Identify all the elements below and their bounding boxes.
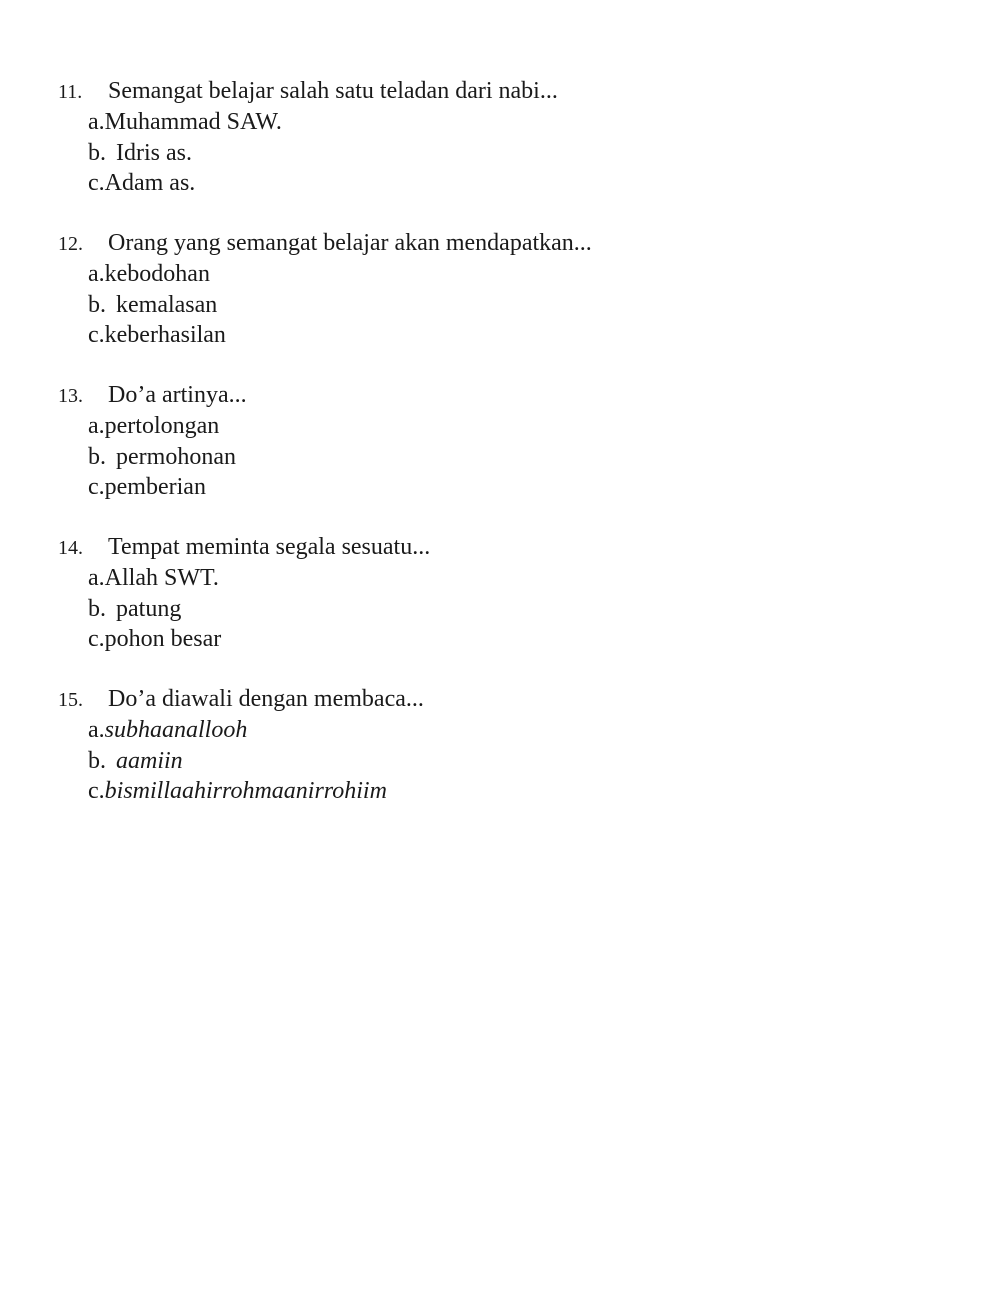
option-letter: c. — [88, 322, 105, 348]
option-letter: a. — [88, 109, 105, 135]
option-text: pohon besar — [104, 626, 222, 652]
option-text: kemalasan — [116, 291, 218, 318]
question-11 — [58, 76, 958, 199]
option-c[interactable] — [58, 168, 958, 199]
option-letter: c. — [88, 474, 105, 500]
question-text: Tempat meminta segala sesuatu... — [108, 534, 431, 560]
option-b[interactable] — [58, 442, 958, 473]
option-text: Idris as. — [116, 139, 192, 166]
question-number: 12. — [58, 233, 83, 255]
question-number: 14. — [58, 537, 83, 559]
question-stem — [58, 76, 958, 107]
option-letter: b. — [88, 443, 106, 470]
option-letter: b. — [88, 747, 106, 774]
option-text: Muhammad SAW. — [104, 109, 282, 135]
option-a[interactable] — [58, 411, 958, 442]
option-a[interactable] — [58, 259, 958, 290]
option-letter: c. — [88, 626, 105, 652]
question-text: Semangat belajar salah satu teladan dari nabi... — [108, 78, 558, 104]
question-12 — [58, 228, 958, 351]
question-number: 15. — [58, 689, 83, 711]
option-text: pertolongan — [104, 413, 220, 439]
option-text: patung — [116, 595, 182, 622]
question-number: 13. — [58, 385, 83, 407]
option-b[interactable] — [58, 594, 958, 625]
option-letter: b. — [88, 291, 106, 318]
option-text: kebodohan — [104, 261, 210, 287]
option-text: bismillaahirrohmaanirrohiim — [104, 778, 387, 804]
question-stem — [58, 684, 958, 715]
option-c[interactable] — [58, 624, 958, 655]
option-text: aamiin — [116, 747, 183, 774]
option-c[interactable] — [58, 472, 958, 503]
option-letter: c. — [88, 170, 105, 196]
option-text: Adam as. — [104, 170, 196, 196]
option-text: Allah SWT. — [104, 565, 219, 591]
option-a[interactable] — [58, 563, 958, 594]
question-14 — [58, 532, 958, 655]
question-stem — [58, 532, 958, 563]
option-letter: a. — [88, 565, 105, 591]
option-text: pemberian — [104, 474, 206, 500]
question-text: Do’a diawali dengan membaca... — [108, 686, 424, 712]
option-letter: b. — [88, 139, 106, 166]
question-stem — [58, 228, 958, 259]
option-text: keberhasilan — [104, 322, 226, 348]
option-letter: c. — [88, 778, 105, 804]
question-text: Orang yang semangat belajar akan mendapatkan... — [108, 230, 592, 256]
option-b[interactable] — [58, 746, 958, 777]
option-text: permohonan — [116, 443, 236, 470]
option-b[interactable] — [58, 290, 958, 321]
question-13 — [58, 380, 958, 503]
option-letter: a. — [88, 717, 105, 743]
question-number: 11. — [58, 81, 83, 103]
option-a[interactable] — [58, 715, 958, 746]
option-a[interactable] — [58, 107, 958, 138]
option-letter: a. — [88, 413, 105, 439]
option-c[interactable] — [58, 320, 958, 351]
option-b[interactable] — [58, 138, 958, 169]
question-15 — [58, 684, 958, 807]
question-text: Do’a artinya... — [108, 382, 247, 408]
question-stem — [58, 380, 958, 411]
option-text: subhaanallooh — [104, 717, 248, 743]
option-letter: a. — [88, 261, 105, 287]
option-c[interactable] — [58, 776, 958, 807]
option-letter: b. — [88, 595, 106, 622]
